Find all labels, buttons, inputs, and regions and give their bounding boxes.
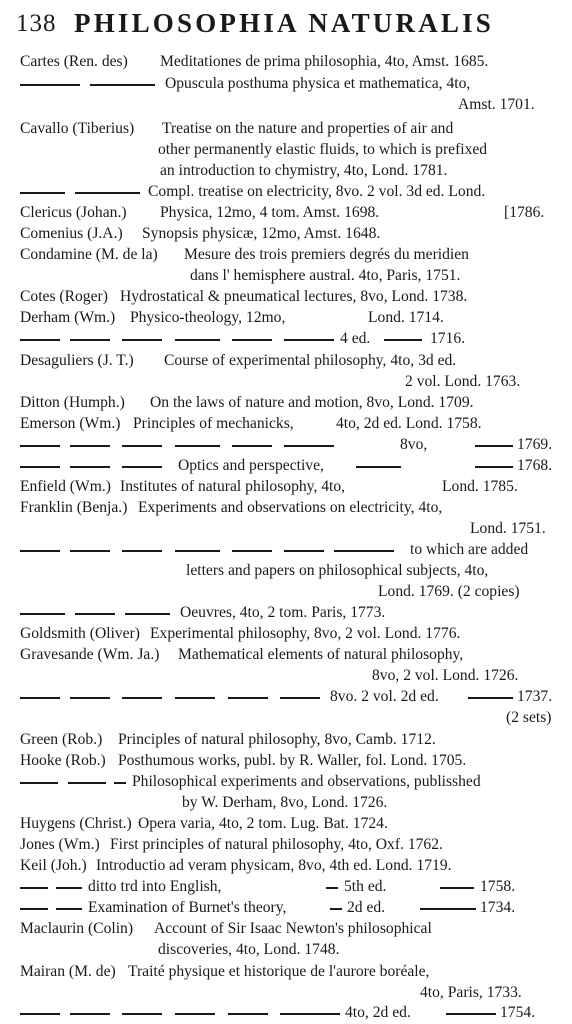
catalogue-entry: [0, 265, 572, 287]
ditto-rule: [228, 1013, 268, 1015]
entry-author: Maclaurin (Colin): [20, 920, 134, 937]
entry-author: Keil (Joh.): [20, 857, 87, 874]
entry-title: an introduction to chymistry, 4to, Lond. 1781.: [160, 162, 448, 179]
ditto-rule: [326, 887, 338, 889]
entry-title: On the laws of nature and motion, 8vo, Lond. 1709.: [150, 394, 474, 411]
catalogue-entry: [0, 413, 572, 435]
entry-author: Huygens (Christ.): [20, 815, 132, 832]
catalogue-entry: [0, 350, 572, 372]
catalogue-entry: [0, 94, 572, 116]
entry-title: Examination of Burnet's theory,: [88, 899, 287, 916]
ditto-rule: [330, 908, 342, 910]
catalogue-entry: [0, 834, 572, 856]
entry-imprint: 1754.: [500, 1004, 536, 1021]
ditto-rule: [20, 782, 58, 784]
entry-title: Opuscula posthuma physica et mathematica, 4to,: [165, 75, 471, 92]
catalogue-entry: [0, 982, 572, 1004]
entry-title: Experimental philosophy, 8vo, 2 vol. Lond. 1776.: [150, 625, 461, 642]
ditto-rule: [20, 339, 60, 341]
entry-author: Goldsmith (Oliver): [20, 625, 140, 642]
entry-author: Green (Rob.): [20, 731, 103, 748]
entry-author: Ditton (Humph.): [20, 394, 125, 411]
entry-author: Emerson (Wm.): [20, 415, 121, 432]
ditto-rule: [56, 887, 82, 889]
entry-bracket-year: [1786.: [504, 204, 545, 221]
ditto-rule: [475, 445, 513, 447]
page-number: 138: [16, 10, 57, 37]
catalogue-entry: [0, 644, 572, 666]
catalogue-entry: [0, 771, 572, 793]
ditto-rule: [125, 613, 170, 615]
entry-title: dans l' hemisphere austral. 4to, Paris, 1751.: [190, 267, 461, 284]
ditto-rule: [70, 339, 110, 341]
entry-imprint: 4to, 2d ed. Lond. 1758.: [336, 415, 482, 432]
entry-title: 4to, 2d ed.: [345, 1004, 411, 1021]
entry-title: Compl. treatise on electricity, 8vo. 2 vol. 3d ed. Lond.: [148, 183, 486, 200]
entry-title: Amst. 1701.: [458, 96, 535, 113]
catalogue-entry: [0, 160, 572, 182]
catalogue-entry: [0, 560, 572, 582]
ditto-rule: [114, 782, 126, 784]
catalogue-entry: [0, 328, 572, 350]
entry-title: Posthumous works, publ. by R. Waller, fol. Lond. 1705.: [118, 752, 467, 769]
ditto-rule: [20, 84, 80, 86]
ditto-rule: [232, 339, 272, 341]
entry-title: Lond. 1769. (2 copies): [378, 583, 520, 600]
catalogue-entry: [0, 51, 572, 73]
ditto-rule: [356, 466, 401, 468]
entry-author: Gravesande (Wm. Ja.): [20, 646, 160, 663]
ditto-rule: [175, 550, 220, 552]
ditto-rule: [20, 445, 60, 447]
catalogue-entry: [0, 707, 572, 729]
catalogue-entry: [0, 729, 572, 751]
catalogue-entry: [0, 686, 572, 708]
ditto-rule: [175, 1013, 215, 1015]
catalogue-entry: [0, 792, 572, 814]
catalogue-entry: [0, 202, 572, 224]
catalogue-entry: [0, 918, 572, 940]
ditto-rule: [75, 192, 140, 194]
entry-title: Lond. 1751.: [470, 520, 546, 537]
ditto-rule: [68, 782, 106, 784]
ditto-rule: [122, 466, 162, 468]
entry-title: Optics and perspective,: [178, 457, 324, 474]
ditto-rule: [232, 550, 272, 552]
entry-author: Cartes (Ren. des): [20, 53, 128, 70]
ditto-rule: [420, 908, 476, 910]
catalogue-entry: [0, 371, 572, 393]
entry-title: Mathematical elements of natural philosophy,: [178, 646, 464, 663]
ditto-rule: [122, 445, 162, 447]
ditto-rule: [70, 466, 110, 468]
entry-title: First principles of natural philosophy, 4to, Oxf. 1762.: [110, 836, 443, 853]
entry-title: letters and papers on philosophical subjects, 4to,: [186, 562, 489, 579]
ditto-rule: [20, 613, 65, 615]
catalogue-entry: [0, 307, 572, 329]
ditto-rule: [228, 697, 268, 699]
ditto-rule: [280, 697, 320, 699]
ditto-rule: [75, 613, 115, 615]
ditto-rule: [440, 887, 474, 889]
catalogue-entry: [0, 897, 572, 919]
entry-title: 2 vol. Lond. 1763.: [405, 373, 521, 390]
ditto-rule: [175, 697, 215, 699]
catalogue-entry: [0, 286, 572, 308]
entry-imprint: 1768.: [517, 457, 553, 474]
entry-title: Principles of natural philosophy, 8vo, Camb. 1712.: [118, 731, 436, 748]
catalogue-entry: [0, 118, 572, 140]
entry-author: Comenius (J.A.): [20, 225, 123, 242]
ditto-rule: [384, 339, 422, 341]
entry-author: Enfield (Wm.): [20, 478, 111, 495]
catalogue-entry: [0, 813, 572, 835]
catalogue-entry: [0, 750, 572, 772]
catalogue-entry: [0, 665, 572, 687]
catalogue-entry: [0, 434, 572, 456]
catalogue-entry: [0, 939, 572, 961]
entry-author: Cotes (Roger): [20, 288, 108, 305]
entry-title: Hydrostatical & pneumatical lectures, 8vo, Lond. 1738.: [120, 288, 468, 305]
catalogue-entry: [0, 623, 572, 645]
ditto-rule: [122, 550, 162, 552]
ditto-rule: [56, 908, 82, 910]
ditto-rule: [20, 466, 60, 468]
entry-imprint: 1769.: [517, 436, 553, 453]
ditto-rule: [122, 339, 162, 341]
entry-title: 4to, Paris, 1733.: [420, 984, 522, 1001]
entry-note: (2 sets): [506, 709, 552, 726]
ditto-rule: [90, 84, 155, 86]
entry-title: 4 ed.: [340, 330, 371, 347]
entry-title: 8vo, 2 vol. Lond. 1726.: [372, 667, 519, 684]
ditto-rule: [232, 445, 272, 447]
entry-title: Opera varia, 4to, 2 tom. Lug. Bat. 1724.: [138, 815, 388, 832]
entry-author: Franklin (Benja.): [20, 499, 128, 516]
entry-title: other permanently elastic fluids, to which is prefixed: [158, 141, 488, 158]
entry-title: Physico-theology, 12mo,: [130, 309, 286, 326]
ditto-rule: [70, 550, 110, 552]
entry-edition: 2d ed.: [347, 899, 386, 916]
entry-title: 8vo,: [400, 436, 428, 453]
entry-imprint: Lond. 1785.: [442, 478, 518, 495]
entry-title: to which are added: [410, 541, 529, 558]
entry-title: Introductio ad veram physicam, 8vo, 4th ed. Lond. 1719.: [96, 857, 452, 874]
catalogue-entry: [0, 223, 572, 245]
entry-title: 8vo. 2 vol. 2d ed.: [330, 688, 439, 705]
entry-title: Institutes of natural philosophy, 4to,: [120, 478, 346, 495]
entry-title: Principles of mechanicks,: [133, 415, 294, 432]
catalogue-entry: [0, 855, 572, 877]
ditto-rule: [468, 697, 513, 699]
entry-imprint: 1758.: [480, 878, 516, 895]
ditto-rule: [122, 1013, 162, 1015]
ditto-rule: [334, 550, 394, 552]
ditto-rule: [280, 1013, 340, 1015]
ditto-rule: [70, 697, 110, 699]
entry-imprint: 1734.: [480, 899, 516, 916]
entry-title: Course of experimental philosophy, 4to, 3d ed.: [164, 352, 457, 369]
catalogue-entry: [0, 876, 572, 898]
entry-title: Meditationes de prima philosophia, 4to, Amst. 1685.: [160, 53, 489, 70]
entry-author: Clericus (Johan.): [20, 204, 127, 221]
ditto-rule: [284, 445, 334, 447]
ditto-rule: [20, 550, 60, 552]
entry-title: by W. Derham, 8vo, Lond. 1726.: [182, 794, 388, 811]
catalogue-entry: [0, 602, 572, 624]
catalogue-entry: [0, 476, 572, 498]
entry-title: Synopsis physicæ, 12mo, Amst. 1648.: [142, 225, 381, 242]
entry-title: Philosophical experiments and observations, publisshed: [132, 773, 481, 790]
ditto-rule: [475, 466, 513, 468]
catalogue-entry: [0, 244, 572, 266]
catalogue-entry: [0, 455, 572, 477]
entry-edition: 5th ed.: [344, 878, 387, 895]
ditto-rule: [20, 887, 48, 889]
ditto-rule: [20, 1013, 60, 1015]
ditto-rule: [70, 1013, 110, 1015]
entry-title: ditto trd into English,: [88, 878, 222, 895]
entry-author: Jones (Wm.): [20, 836, 100, 853]
entry-imprint: 1716.: [430, 330, 466, 347]
entry-title: Physica, 12mo, 4 tom. Amst. 1698.: [160, 204, 380, 221]
entry-title: discoveries, 4to, Lond. 1748.: [158, 941, 340, 958]
catalogue-entry: [0, 392, 572, 414]
entry-author: Cavallo (Tiberius): [20, 120, 135, 137]
entry-author: Hooke (Rob.): [20, 752, 106, 769]
catalogue-entry: [0, 181, 572, 203]
catalogue-entry: [0, 73, 572, 95]
entry-title: Account of Sir Isaac Newton's philosophical: [154, 920, 432, 937]
entry-title: Mesure des trois premiers degrés du meridien: [184, 246, 469, 263]
ditto-rule: [175, 339, 220, 341]
ditto-rule: [122, 697, 162, 699]
catalogue-entry: [0, 539, 572, 561]
ditto-rule: [446, 1013, 496, 1015]
catalogue-entry: [0, 518, 572, 540]
catalogue-entry: [0, 497, 572, 519]
entry-author: Derham (Wm.): [20, 309, 116, 326]
running-title: PHILOSOPHIA NATURALIS: [74, 8, 495, 38]
ditto-rule: [20, 697, 60, 699]
catalogue-entry: [0, 139, 572, 161]
entry-title: Experiments and observations on electricity, 4to,: [138, 499, 443, 516]
ditto-rule: [284, 550, 324, 552]
catalogue-entry: [0, 1002, 572, 1024]
entry-title: Oeuvres, 4to, 2 tom. Paris, 1773.: [180, 604, 386, 621]
ditto-rule: [284, 339, 334, 341]
entry-imprint: 1737.: [517, 688, 553, 705]
entry-title: Traité physique et historique de l'aurore boréale,: [128, 963, 430, 980]
catalogue-entry: [0, 581, 572, 603]
catalogue-entry: [0, 961, 572, 983]
ditto-rule: [70, 445, 110, 447]
page-header: [16, 6, 556, 44]
ditto-rule: [20, 192, 65, 194]
entry-author: Condamine (M. de la): [20, 246, 158, 263]
entry-title: Treatise on the nature and properties of air and: [162, 120, 454, 137]
entry-author: Desaguliers (J. T.): [20, 352, 134, 369]
entry-author: Mairan (M. de): [20, 963, 116, 980]
entry-imprint: Lond. 1714.: [368, 309, 444, 326]
ditto-rule: [20, 908, 48, 910]
ditto-rule: [175, 445, 220, 447]
